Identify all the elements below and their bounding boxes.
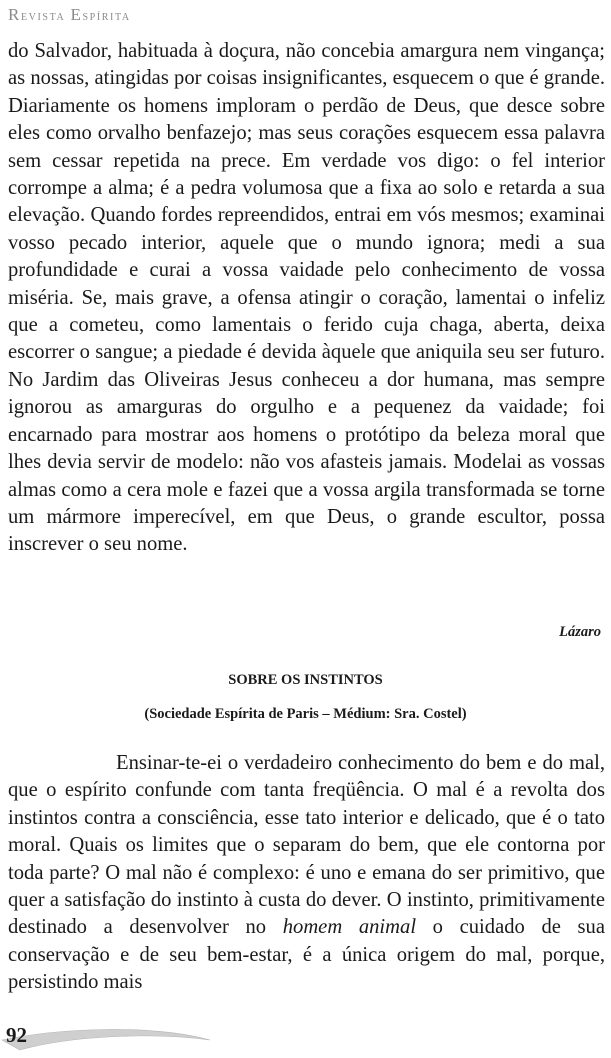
author-signature: Lázaro <box>559 624 601 640</box>
page-swoosh-ornament <box>0 1010 220 1058</box>
running-head-rest-2: spírita <box>82 8 131 24</box>
running-head-rest-1: evista <box>20 8 71 24</box>
emphasis-homem-animal: homem animal <box>282 916 417 939</box>
paragraph-instincts-text-2: o cuidado de sua conservação e de seu bem-estar, é a única origem do mal, porque, persistindo mais <box>8 916 605 994</box>
running-head-initial-2: E <box>70 5 83 24</box>
paragraph-continuation: do Salvador, habituada à doçura, não concebia amargura nem vingança; as nossas, atingidas por coisas insignificantes, esquecem o que é grande. Diariamente os homens imploram o perdão de Deus, que desce sobre eles como orvalho benfazejo; mas seus corações esquecem essa palavra sem cessar repetida na prece. Em verdade vos digo: o fel interior corrompe a alma; é a pedra volumosa que a fixa ao solo e retarda a sua elevação. Quando fordes repreendidos, entrai em vós mesmos; examinai vosso pecado interior, aquele que o mundo ignora; medi a sua profundidade e curai a vossa vaidade pelo conhecimento de vossa miséria. Se, mais grave, a ofensa atingir o coração, lamentai o infeliz que a cometeu, como lamentais o ferido cuja chaga, aberta, deixa escorrer o sangue; a piedade é devida àquele que aniquila seu ser futuro. No Jardim das Oliveiras Jesus conheceu a dor humana, mas sempre ignorou as amarguras do orgulho e a pequenez da vaidade; foi encarnado para mostrar aos homens o protótipo da beleza moral que lhes devia servir de modelo: não vos afasteis jamais. Modelai as vossas almas como a cera mole e fazei que a vossa argila transformada se torne um mármore imperecível, em que Deus, o grande escultor, possa inscrever o seu nome. <box>8 40 605 556</box>
page-number: 92 <box>6 1023 27 1047</box>
paragraph-instincts-text-1: Ensinar-te-ei o verdadeiro conhecimento do bem e do mal, que o espírito confunde com tanta freqüência. O mal é a revolta dos instintos contra a consciência, esse tato interior e delicado, que é o tato moral. Quais os limites que o separam do bem, que ele contorna por toda parte? O mal não é complexo: é uno e emana do ser primitivo, que quer a satisfação do instinto à custa do dever. O instinto, primitivamente destinado a desenvolver no <box>8 752 605 939</box>
section-title: SOBRE OS INSTINTOS <box>228 672 383 688</box>
running-head-initial-1: R <box>8 5 21 24</box>
running-head <box>8 5 131 25</box>
section-subtitle: (Sociedade Espírita de Paris – Médium: Sra. Costel) <box>144 706 467 722</box>
paragraph-instincts <box>8 750 605 997</box>
